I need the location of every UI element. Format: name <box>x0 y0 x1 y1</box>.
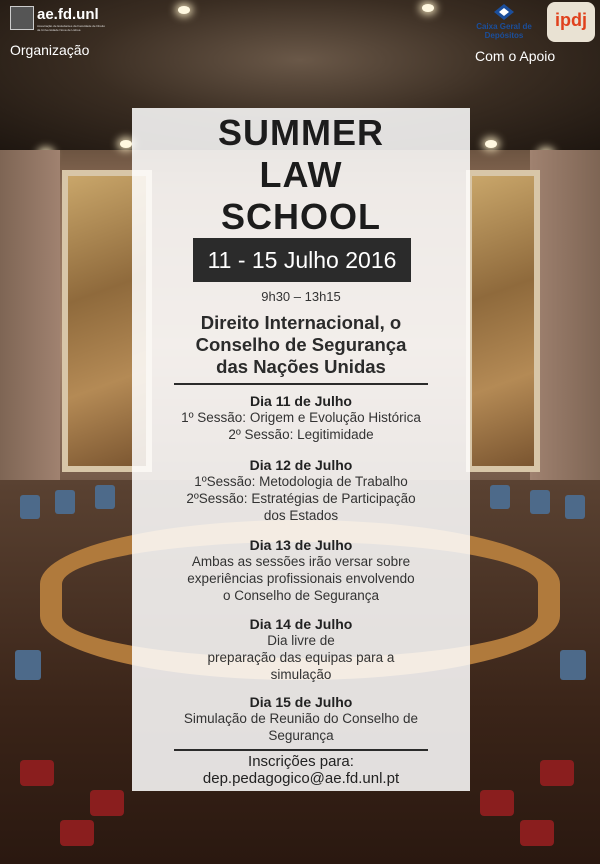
registration-label: Inscrições para: <box>248 753 354 770</box>
registration-email[interactable]: dep.pedagogico@ae.fd.unl.pt <box>202 770 400 787</box>
chair <box>55 490 75 514</box>
divider <box>174 749 428 751</box>
seat <box>20 760 54 786</box>
ae-logo-icon <box>10 6 34 30</box>
ceiling-light <box>178 6 190 14</box>
title-line-1: SUMMER <box>218 112 384 153</box>
day-line: 1º Sessão: Origem e Evolução Histórica <box>181 410 421 425</box>
day-line: 2º Sessão: Legitimidade <box>228 427 374 442</box>
day-heading: Dia 14 de Julho <box>249 616 353 632</box>
day-line: preparação das equipas para a <box>207 650 395 665</box>
day-line: dos Estados <box>263 508 339 523</box>
ipdj-logo <box>547 2 595 42</box>
day-line: simulação <box>270 667 332 682</box>
day-line: Segurança <box>268 728 334 743</box>
chair <box>565 495 585 519</box>
seat <box>480 790 514 816</box>
date-badge: 11 - 15 Julho 2016 <box>193 238 411 282</box>
seat <box>60 820 94 846</box>
mural-right <box>466 170 540 472</box>
day-line: o Conselho de Segurança <box>222 588 380 603</box>
chair <box>560 650 586 680</box>
chair <box>95 485 115 509</box>
session-time: 9h30 – 13h15 <box>261 289 341 304</box>
ceiling-light <box>120 140 132 148</box>
seat <box>540 760 574 786</box>
day-line: experiências profissionais envolvendo <box>187 571 415 586</box>
title-line-2: LAW <box>259 154 343 195</box>
seat <box>90 790 124 816</box>
subtitle-line-3: das Nações Unidas <box>216 356 386 377</box>
day-heading: Dia 13 de Julho <box>249 537 353 553</box>
ceiling-light <box>485 140 497 148</box>
day-heading: Dia 15 de Julho <box>249 694 353 710</box>
chair <box>20 495 40 519</box>
day-heading: Dia 11 de Julho <box>250 393 352 409</box>
day-line: 2ºSessão: Estratégias de Participação <box>186 491 416 506</box>
ceiling-light <box>422 4 434 12</box>
wall-left <box>0 150 60 480</box>
cgd-logo-icon <box>491 2 517 22</box>
info-panel <box>132 108 470 791</box>
divider <box>174 383 428 385</box>
seat <box>520 820 554 846</box>
cgd-name: Caixa Geral de Depósitos <box>476 22 532 40</box>
day-line: Simulação de Reunião do Conselho de <box>183 711 419 726</box>
ipdj-text: ipdj <box>555 10 587 30</box>
day-line: 1ºSessão: Metodologia de Trabalho <box>194 474 408 489</box>
subtitle-line-1: Direito Internacional, o <box>200 312 402 333</box>
day-heading: Dia 12 de Julho <box>249 457 353 473</box>
organizer-subtitle: Associação de Estudantes da Faculdade de Direito da Universidade Nova de Lisboa <box>37 24 106 32</box>
organizer-name: ae.fd.unl <box>37 6 99 23</box>
wall-right <box>530 150 600 480</box>
chair <box>490 485 510 509</box>
sponsor-label: Com o Apoio <box>475 48 556 64</box>
day-line: Ambas as sessões irão versar sobre <box>191 554 411 569</box>
day-line: Dia livre de <box>267 633 335 648</box>
subtitle-line-2: Conselho de Segurança <box>195 334 407 355</box>
organizer-label: Organização <box>10 42 90 58</box>
chair <box>530 490 550 514</box>
title-line-3: SCHOOL <box>220 196 381 237</box>
chair <box>15 650 41 680</box>
